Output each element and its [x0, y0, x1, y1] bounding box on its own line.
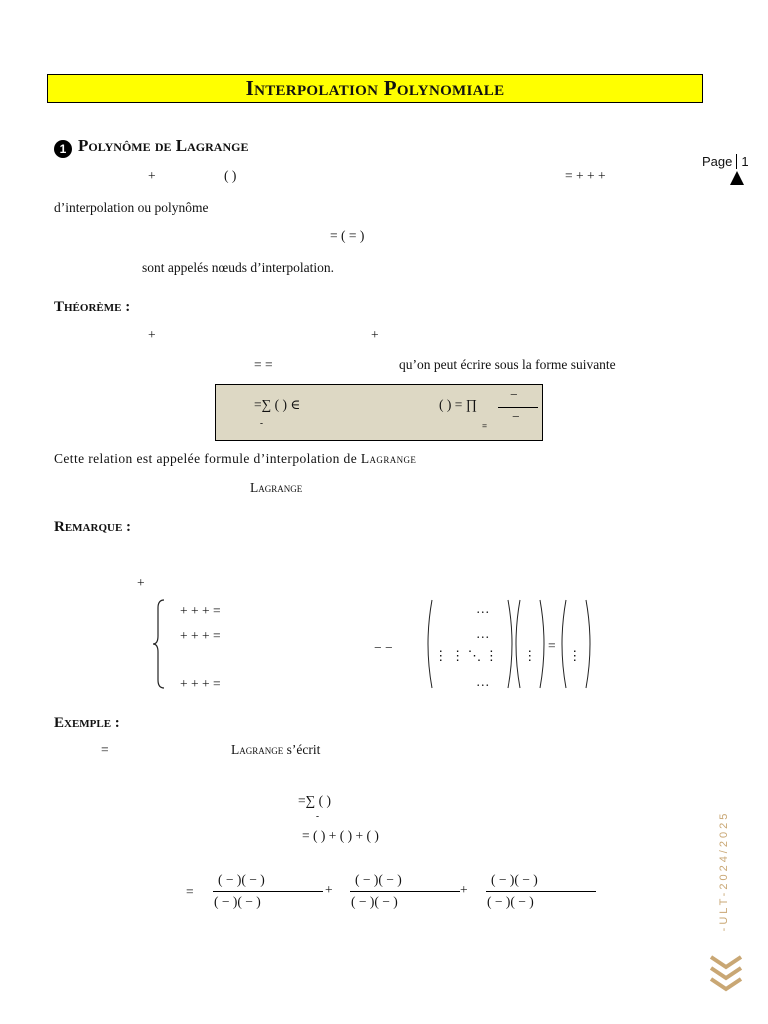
theorem-equalities: = = — [254, 357, 273, 372]
remark-heading: Remarque : — [54, 519, 132, 535]
frac3-line — [486, 891, 596, 892]
relation-sentence: Cette relation est appelée formule d’interpolation de — [54, 451, 358, 466]
matrix-brackets — [424, 598, 594, 690]
lagrange-label: Lagrange — [250, 480, 303, 495]
section-number-badge: 1 — [54, 140, 72, 158]
page-number-value: 1 — [741, 154, 749, 169]
matrix-row-1: … — [476, 601, 490, 616]
page-number — [702, 154, 749, 169]
example-writes: s’écrit — [286, 742, 321, 757]
frac-plus-2: + — [460, 882, 468, 897]
example-formula-expanded: = ( ) + ( ) + ( ) — [302, 828, 379, 843]
formula-frac-line — [498, 407, 538, 408]
formula-frac-numerator: − — [510, 387, 518, 402]
theorem-plus-2: + — [371, 327, 379, 342]
formula-sum: =∑ ( ) ∈ — [254, 397, 301, 412]
page-separator — [736, 154, 737, 169]
system-row-2: + + + = — [180, 628, 221, 643]
frac3-numerator: ( − )( − ) — [491, 872, 538, 887]
theorem-heading: Théorème : — [54, 299, 131, 315]
section-heading-lagrange — [54, 136, 248, 158]
line1-right: = + + + — [565, 168, 606, 183]
product-index-mark: = — [482, 421, 488, 431]
frac2-denominator: ( − )( − ) — [351, 894, 398, 909]
matrix-row-4: … — [476, 674, 490, 689]
frac2-line — [350, 891, 460, 892]
section-heading-text: Polynôme de Lagrange — [78, 136, 249, 155]
sum-index-mark: - — [260, 418, 263, 428]
matrix-minus-pair: − − — [374, 640, 393, 655]
line2-text: d’interpolation ou polynôme — [54, 200, 209, 215]
lagrange-formula-box — [215, 384, 543, 441]
remark-plus: + — [137, 575, 145, 590]
unknown-vector-dots: ⋮ — [523, 648, 537, 663]
system-row-1: + + + = — [180, 603, 221, 618]
line3-formula: = ( = ) — [330, 228, 365, 243]
example-formula-sum: =∑ ( ) — [298, 793, 331, 808]
page-label: Page — [702, 154, 733, 169]
frac3-denominator: ( − )( − ) — [487, 894, 534, 909]
side-vertical-label: -ULT-2024/2025 — [718, 810, 730, 932]
formula-product: ( ) = ∏ — [439, 397, 477, 412]
rhs-vector-dots: ⋮ — [568, 648, 582, 663]
frac2-numerator: ( − )( − ) — [355, 872, 402, 887]
example-frac-equals: = — [186, 884, 194, 899]
line4-text: sont appelés nœuds d’interpolation. — [142, 260, 334, 275]
formula-frac-denominator: − — [512, 409, 520, 424]
system-row-3: + + + = — [180, 676, 221, 691]
example-lagrange-name: Lagrange — [231, 742, 284, 757]
example-text — [231, 742, 320, 758]
frac1-denominator: ( − )( − ) — [214, 894, 261, 909]
relation-text — [54, 451, 416, 467]
matrix-row-2: … — [476, 626, 490, 641]
triangle-marker-icon — [729, 170, 745, 186]
system-brace-icon — [152, 598, 166, 690]
example-sum-index-mark: - — [316, 811, 319, 821]
example-heading: Exemple : — [54, 715, 120, 731]
line1-parens: ( ) — [224, 168, 237, 183]
matrix-row-3: ⋮ ⋮ ⋱ ⋮ — [434, 648, 499, 663]
line1-plus: + — [148, 168, 156, 183]
example-equals: = — [101, 742, 109, 757]
chevron-down-icon — [708, 955, 744, 997]
frac1-numerator: ( − )( − ) — [218, 872, 265, 887]
document-title: Interpolation Polynomiale — [47, 74, 703, 103]
theorem-plus-1: + — [148, 327, 156, 342]
frac-plus-1: + — [325, 882, 333, 897]
relation-name: Lagrange — [360, 451, 417, 466]
frac1-line — [213, 891, 323, 892]
matrix-equals: = — [548, 638, 556, 653]
theorem-text: qu’on peut écrire sous la forme suivante — [399, 357, 616, 372]
